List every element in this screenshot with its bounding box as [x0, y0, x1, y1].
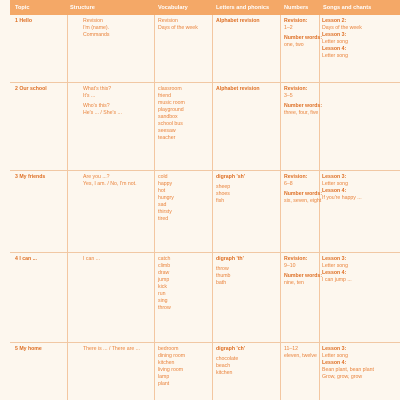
- header-numbers: Numbers: [284, 5, 309, 11]
- numbers-cell: 11–12 eleven, twelve: [284, 346, 317, 359]
- topic-cell: 5 My home: [15, 346, 42, 352]
- numbers-cell: Revision: 1–2 Number words: one, two: [284, 18, 323, 48]
- phonics-cell: digraph 'sh' sheep shoes fish: [216, 174, 245, 204]
- songs-cell: Lesson 3: Letter song Lesson 4: I can jump ...: [322, 256, 352, 283]
- row-divider: [10, 252, 400, 253]
- structure-cell: What's this? It's ... Who's this? He's ... / She's ...: [83, 86, 122, 116]
- topic-cell: 1 Hello: [15, 18, 33, 24]
- row-divider: [10, 342, 400, 343]
- phonics-cell: digraph 'th' throw thumb bath: [216, 256, 244, 286]
- phonics-cell: digraph 'ch' chocolate beach kitchen: [216, 346, 245, 376]
- row-divider: [10, 82, 400, 83]
- phonics-cell: Alphabet revision: [216, 86, 260, 92]
- topic-cell: 2 Our school: [15, 86, 47, 92]
- vocabulary-cell: bedroom dining room kitchen living room lamp plant: [158, 346, 186, 387]
- vocabulary-cell: catch climb draw jump kick run sing throw: [158, 256, 171, 311]
- numbers-cell: Revision: 6–8 Number words: six, seven, eight: [284, 174, 323, 204]
- row-divider: [10, 170, 400, 171]
- numbers-cell: Revision: 9–10 Number words: nine, ten: [284, 256, 323, 286]
- structure-cell: Are you ...? Yes, I am. / No, I'm not.: [83, 174, 137, 187]
- topic-cell: 3 My friends: [15, 174, 46, 180]
- phonics-cell: Alphabet revision: [216, 18, 260, 24]
- songs-cell: Lesson 3: Letter song Lesson 4: Bean plant, bean plant Grow, grow, grow: [322, 346, 374, 380]
- songs-cell: Lesson 2: Days of the week Lesson 3: Letter song Lesson 4: Letter song: [322, 18, 362, 59]
- header-vocabulary: Vocabulary: [158, 5, 188, 11]
- header-letters-phonics: Letters and phonics: [216, 5, 270, 11]
- topic-cell: 4 I can ...: [15, 256, 37, 262]
- vocabulary-cell: classroom friend music room playground sandbox school bus seesaw teacher: [158, 86, 185, 141]
- table-header: [10, 0, 400, 15]
- structure-cell: Revision I'm (name). Commands: [83, 18, 110, 38]
- structure-cell: There is ... / There are ...: [83, 346, 140, 352]
- header-topic: Topic: [15, 5, 30, 11]
- vocabulary-cell: Revision Days of the week: [158, 18, 198, 31]
- songs-cell: Lesson 3: Letter song Lesson 4: If you're happy ...: [322, 174, 362, 201]
- header-songs: Songs and chants: [323, 5, 372, 11]
- structure-cell: I can ...: [83, 256, 101, 262]
- header-structure: Structure: [70, 5, 95, 11]
- vocabulary-cell: cold happy hot hungry sad thirsty tired: [158, 174, 174, 222]
- numbers-cell: Revision: 3–5 Number words: three, four, five: [284, 86, 323, 116]
